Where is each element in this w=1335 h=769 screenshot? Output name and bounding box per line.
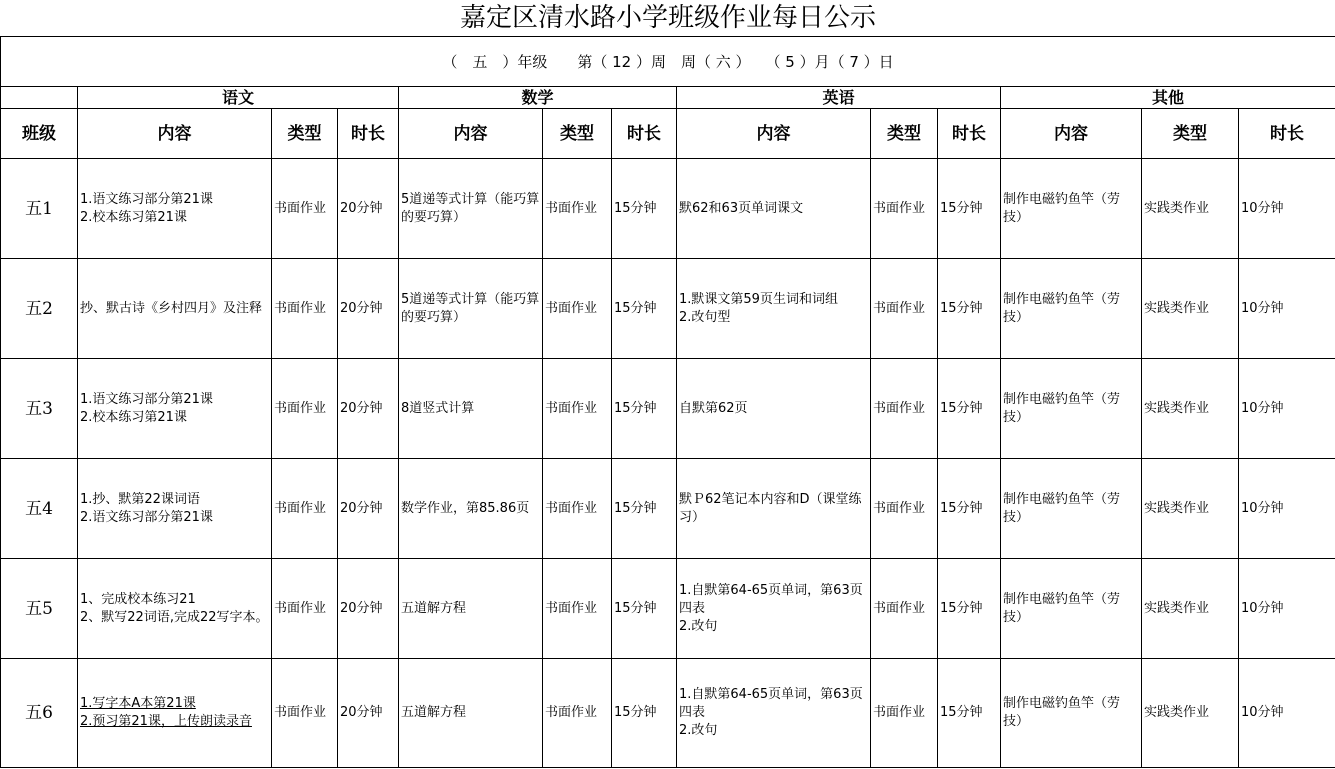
header-type: 类型	[1142, 109, 1239, 159]
table-row	[1, 159, 1335, 259]
math-duration-cell: 15分钟	[612, 659, 677, 768]
math-type-cell: 书面作业	[543, 159, 612, 259]
math-duration-cell: 15分钟	[612, 559, 677, 659]
other-duration-cell: 10分钟	[1239, 159, 1335, 259]
chinese-type-cell: 书面作业	[272, 659, 338, 768]
english-duration-cell: 15分钟	[938, 659, 1001, 768]
header-type: 类型	[543, 109, 612, 159]
other-content-cell: 制作电磁钓鱼竿（劳技）	[1001, 459, 1142, 559]
header-duration: 时长	[1239, 109, 1335, 159]
page-title: 嘉定区清水路小学班级作业每日公示	[1, 0, 1335, 37]
math-duration-cell: 15分钟	[612, 359, 677, 459]
english-type-cell: 书面作业	[871, 659, 938, 768]
other-content-cell: 制作电磁钓鱼竿（劳技）	[1001, 559, 1142, 659]
other-duration-cell: 10分钟	[1239, 459, 1335, 559]
other-content-cell: 制作电磁钓鱼竿（劳技）	[1001, 259, 1142, 359]
class-cell: 五6	[1, 659, 78, 768]
other-content-cell: 制作电磁钓鱼竿（劳技）	[1001, 359, 1142, 459]
column-header-row	[1, 109, 1335, 159]
class-cell: 五2	[1, 259, 78, 359]
chinese-content-cell: 1.语文练习部分第21课 2.校本练习第21课	[78, 159, 272, 259]
chinese-content-cell: 抄、默古诗《乡村四月》及注释	[78, 259, 272, 359]
class-cell: 五4	[1, 459, 78, 559]
math-type-cell: 书面作业	[543, 559, 612, 659]
chinese-content-cell: 1、完成校本练习21 2、默写22词语,完成22写字本。	[78, 559, 272, 659]
english-type-cell: 书面作业	[871, 159, 938, 259]
chinese-content-cell: 1.语文练习部分第21课 2.校本练习第21课	[78, 359, 272, 459]
other-type-cell: 实践类作业	[1142, 359, 1239, 459]
chinese-content-cell: 1.写字本A本第21课 2.预习第21课，上传朗读录音	[78, 659, 272, 768]
header-duration: 时长	[612, 109, 677, 159]
date-line: （ 五 ）年级 第（ 12 ）周 周（ 六 ） （ 5 ）月（ 7 ）日	[1, 37, 1335, 87]
english-duration-cell: 15分钟	[938, 259, 1001, 359]
math-content-cell: 五道解方程	[399, 659, 543, 768]
class-cell: 五1	[1, 159, 78, 259]
other-content-cell: 制作电磁钓鱼竿（劳技）	[1001, 659, 1142, 768]
header-class: 班级	[1, 109, 78, 159]
english-duration-cell: 15分钟	[938, 459, 1001, 559]
other-duration-cell: 10分钟	[1239, 359, 1335, 459]
chinese-content-cell: 1.抄、默第22课词语 2.语文练习部分第21课	[78, 459, 272, 559]
math-duration-cell: 15分钟	[612, 459, 677, 559]
math-type-cell: 书面作业	[543, 459, 612, 559]
header-content: 内容	[1001, 109, 1142, 159]
math-type-cell: 书面作业	[543, 359, 612, 459]
chinese-duration-cell: 20分钟	[338, 659, 399, 768]
math-type-cell: 书面作业	[543, 659, 612, 768]
english-duration-cell: 15分钟	[938, 559, 1001, 659]
other-type-cell: 实践类作业	[1142, 659, 1239, 768]
table-row	[1, 659, 1335, 768]
english-content-cell: 默62和63页单词课文	[677, 159, 871, 259]
other-duration-cell: 10分钟	[1239, 259, 1335, 359]
chinese-duration-cell: 20分钟	[338, 259, 399, 359]
other-type-cell: 实践类作业	[1142, 259, 1239, 359]
table-row	[1, 559, 1335, 659]
english-content-cell: 1.自默第64-65页单词，第63页四表 2.改句	[677, 559, 871, 659]
subject-header-row	[1, 87, 1335, 109]
english-type-cell: 书面作业	[871, 459, 938, 559]
chinese-type-cell: 书面作业	[272, 559, 338, 659]
other-type-cell: 实践类作业	[1142, 459, 1239, 559]
table-row	[1, 259, 1335, 359]
chinese-duration-cell: 20分钟	[338, 559, 399, 659]
subject-math: 数学	[399, 87, 677, 109]
math-duration-cell: 15分钟	[612, 159, 677, 259]
header-content: 内容	[78, 109, 272, 159]
chinese-type-cell: 书面作业	[272, 159, 338, 259]
header-content: 内容	[677, 109, 871, 159]
math-content-cell: 五道解方程	[399, 559, 543, 659]
blank-corner-cell	[1, 87, 78, 109]
table-row	[1, 359, 1335, 459]
english-duration-cell: 15分钟	[938, 359, 1001, 459]
other-type-cell: 实践类作业	[1142, 159, 1239, 259]
math-content-cell: 5道递等式计算（能巧算的要巧算）	[399, 159, 543, 259]
header-type: 类型	[871, 109, 938, 159]
chinese-duration-cell: 20分钟	[338, 159, 399, 259]
chinese-type-cell: 书面作业	[272, 259, 338, 359]
subject-other: 其他	[1001, 87, 1335, 109]
english-type-cell: 书面作业	[871, 359, 938, 459]
english-duration-cell: 15分钟	[938, 159, 1001, 259]
other-duration-cell: 10分钟	[1239, 659, 1335, 768]
header-type: 类型	[272, 109, 338, 159]
other-content-cell: 制作电磁钓鱼竿（劳技）	[1001, 159, 1142, 259]
english-type-cell: 书面作业	[871, 259, 938, 359]
math-content-cell: 数学作业，第85.86页	[399, 459, 543, 559]
header-duration: 时长	[338, 109, 399, 159]
english-content-cell: 1.默课文第59页生词和词组 2.改句型	[677, 259, 871, 359]
english-type-cell: 书面作业	[871, 559, 938, 659]
english-content-cell: 自默第62页	[677, 359, 871, 459]
header-content: 内容	[399, 109, 543, 159]
subject-english: 英语	[677, 87, 1001, 109]
english-content-cell: 默Ｐ62笔记本内容和D（课堂练习）	[677, 459, 871, 559]
math-duration-cell: 15分钟	[612, 259, 677, 359]
other-type-cell: 实践类作业	[1142, 559, 1239, 659]
math-content-cell: 5道递等式计算（能巧算的要巧算）	[399, 259, 543, 359]
subject-chinese: 语文	[78, 87, 399, 109]
chinese-type-cell: 书面作业	[272, 359, 338, 459]
other-duration-cell: 10分钟	[1239, 559, 1335, 659]
class-cell: 五3	[1, 359, 78, 459]
math-content-cell: 8道竖式计算	[399, 359, 543, 459]
chinese-duration-cell: 20分钟	[338, 459, 399, 559]
english-content-cell: 1.自默第64-65页单词，第63页四表 2.改句	[677, 659, 871, 768]
chinese-duration-cell: 20分钟	[338, 359, 399, 459]
chinese-type-cell: 书面作业	[272, 459, 338, 559]
header-duration: 时长	[938, 109, 1001, 159]
math-type-cell: 书面作业	[543, 259, 612, 359]
table-row	[1, 459, 1335, 559]
class-cell: 五5	[1, 559, 78, 659]
